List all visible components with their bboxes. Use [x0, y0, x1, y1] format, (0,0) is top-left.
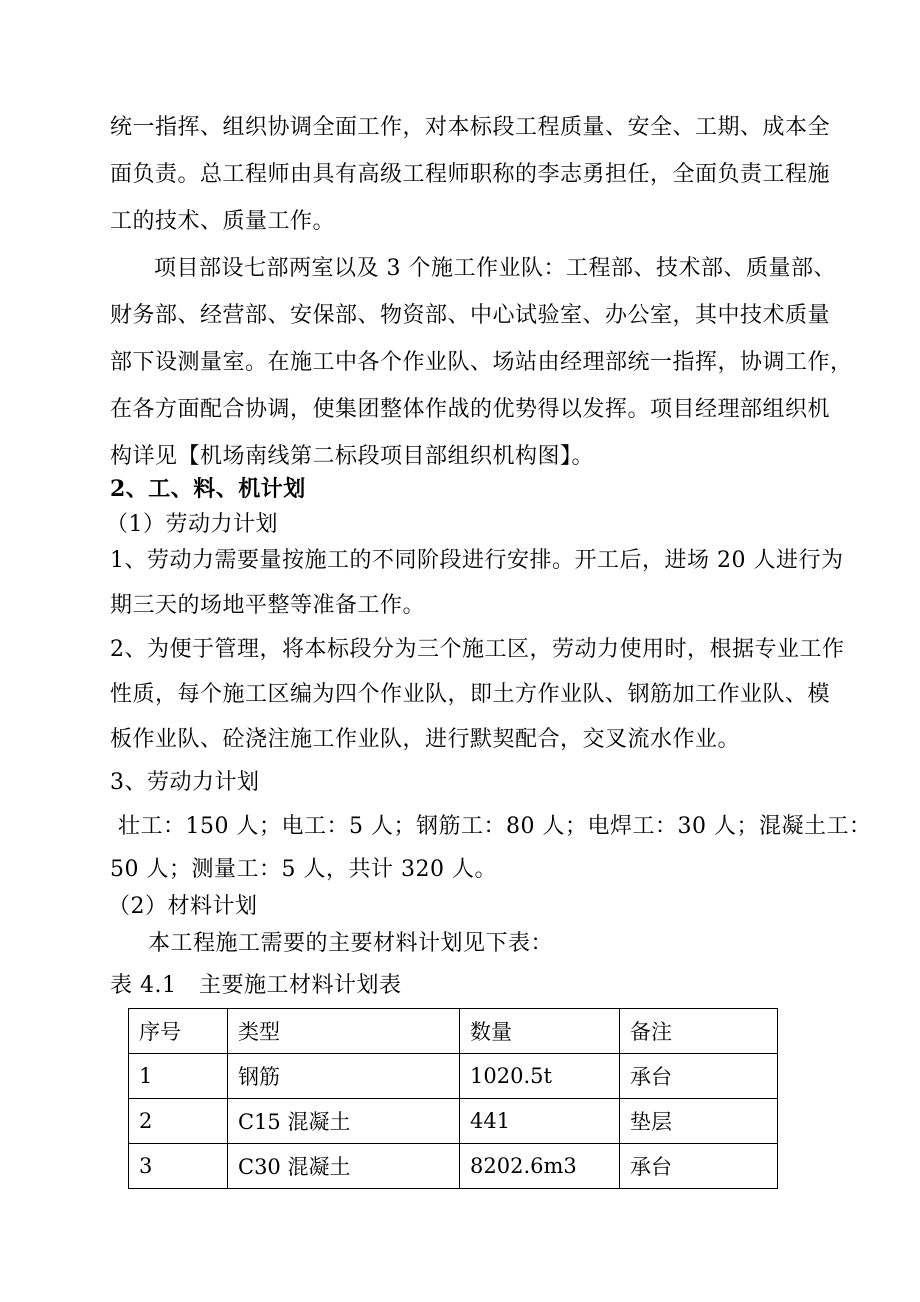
table-cell: 承台: [620, 1054, 778, 1099]
table-header-row: [129, 1009, 778, 1054]
paragraph-line: 面负责。总工程师由具有高级工程师职称的李志勇担任，全面负责工程施: [110, 162, 831, 187]
subsection-heading: （1）劳动力计划: [106, 512, 278, 537]
section-heading: 2、工、料、机计划: [110, 476, 306, 502]
table-row: [129, 1144, 778, 1189]
paragraph-line: 构详见【机场南线第二标段项目部组织机构图】。: [110, 444, 595, 469]
table-cell: 2: [129, 1099, 228, 1144]
table-cell: C30 混凝土: [228, 1144, 460, 1189]
table-cell: 1: [129, 1054, 228, 1099]
paragraph-line: 财务部、经营部、安保部、物资部、中心试验室、办公室，其中技术质量: [110, 303, 831, 328]
materials-table: [128, 1008, 778, 1189]
paragraph-line: 2、为便于管理，将本标段分为三个施工区，劳动力使用时，根据专业工作: [110, 637, 845, 662]
paragraph-line: 统一指挥、组织协调全面工作，对本标段工程质量、安全、工期、成本全: [110, 115, 831, 140]
paragraph-line: 3、劳动力计划: [110, 770, 260, 795]
subsection-heading: （2）材料计划: [108, 894, 258, 919]
paragraph-line: 50 人；测量工：5 人，共计 320 人。: [110, 857, 497, 882]
table-cell: C15 混凝土: [228, 1099, 460, 1144]
paragraph-line: 1、劳动力需要量按施工的不同阶段进行安排。开工后，进场 20 人进行为: [110, 548, 844, 573]
paragraph-line: 项目部设七部两室以及 3 个施工作业队：工程部、技术部、质量部、: [154, 256, 836, 281]
table-cell: 钢筋: [228, 1054, 460, 1099]
table-cell: 441: [460, 1099, 620, 1144]
table-cell: 1020.5t: [460, 1054, 620, 1099]
paragraph-line: 壮工：150 人；电工：5 人；钢筋工：80 人；电焊工：30 人；混凝土工：: [118, 814, 872, 839]
table-header-cell: 数量: [460, 1009, 620, 1054]
paragraph-line: 期三天的场地平整等准备工作。: [110, 593, 426, 618]
paragraph-line: 本工程施工需要的主要材料计划见下表：: [148, 931, 554, 956]
table-cell: 承台: [620, 1144, 778, 1189]
table-header-cell: 类型: [228, 1009, 460, 1054]
table-cell: 3: [129, 1144, 228, 1189]
table-header-cell: 序号: [129, 1009, 228, 1054]
paragraph-line: 在各方面配合协调，使集团整体作战的优势得以发挥。项目经理部组织机: [110, 397, 831, 422]
table-row: [129, 1099, 778, 1144]
paragraph-line: 板作业队、砼浇注施工作业队，进行默契配合，交叉流水作业。: [110, 727, 741, 752]
paragraph-line: 部下设测量室。在施工中各个作业队、场站由经理部统一指挥，协调工作，: [110, 350, 853, 375]
table-cell: 8202.6m3: [460, 1144, 620, 1189]
table-caption: 表 4.1 主要施工材料计划表: [110, 973, 402, 998]
paragraph-line: 工的技术、质量工作。: [110, 209, 336, 234]
table-row: [129, 1054, 778, 1099]
table-cell: 垫层: [620, 1099, 778, 1144]
table-header-cell: 备注: [620, 1009, 778, 1054]
paragraph-line: 性质，每个施工区编为四个作业队，即土方作业队、钢筋加工作业队、模: [110, 682, 831, 707]
